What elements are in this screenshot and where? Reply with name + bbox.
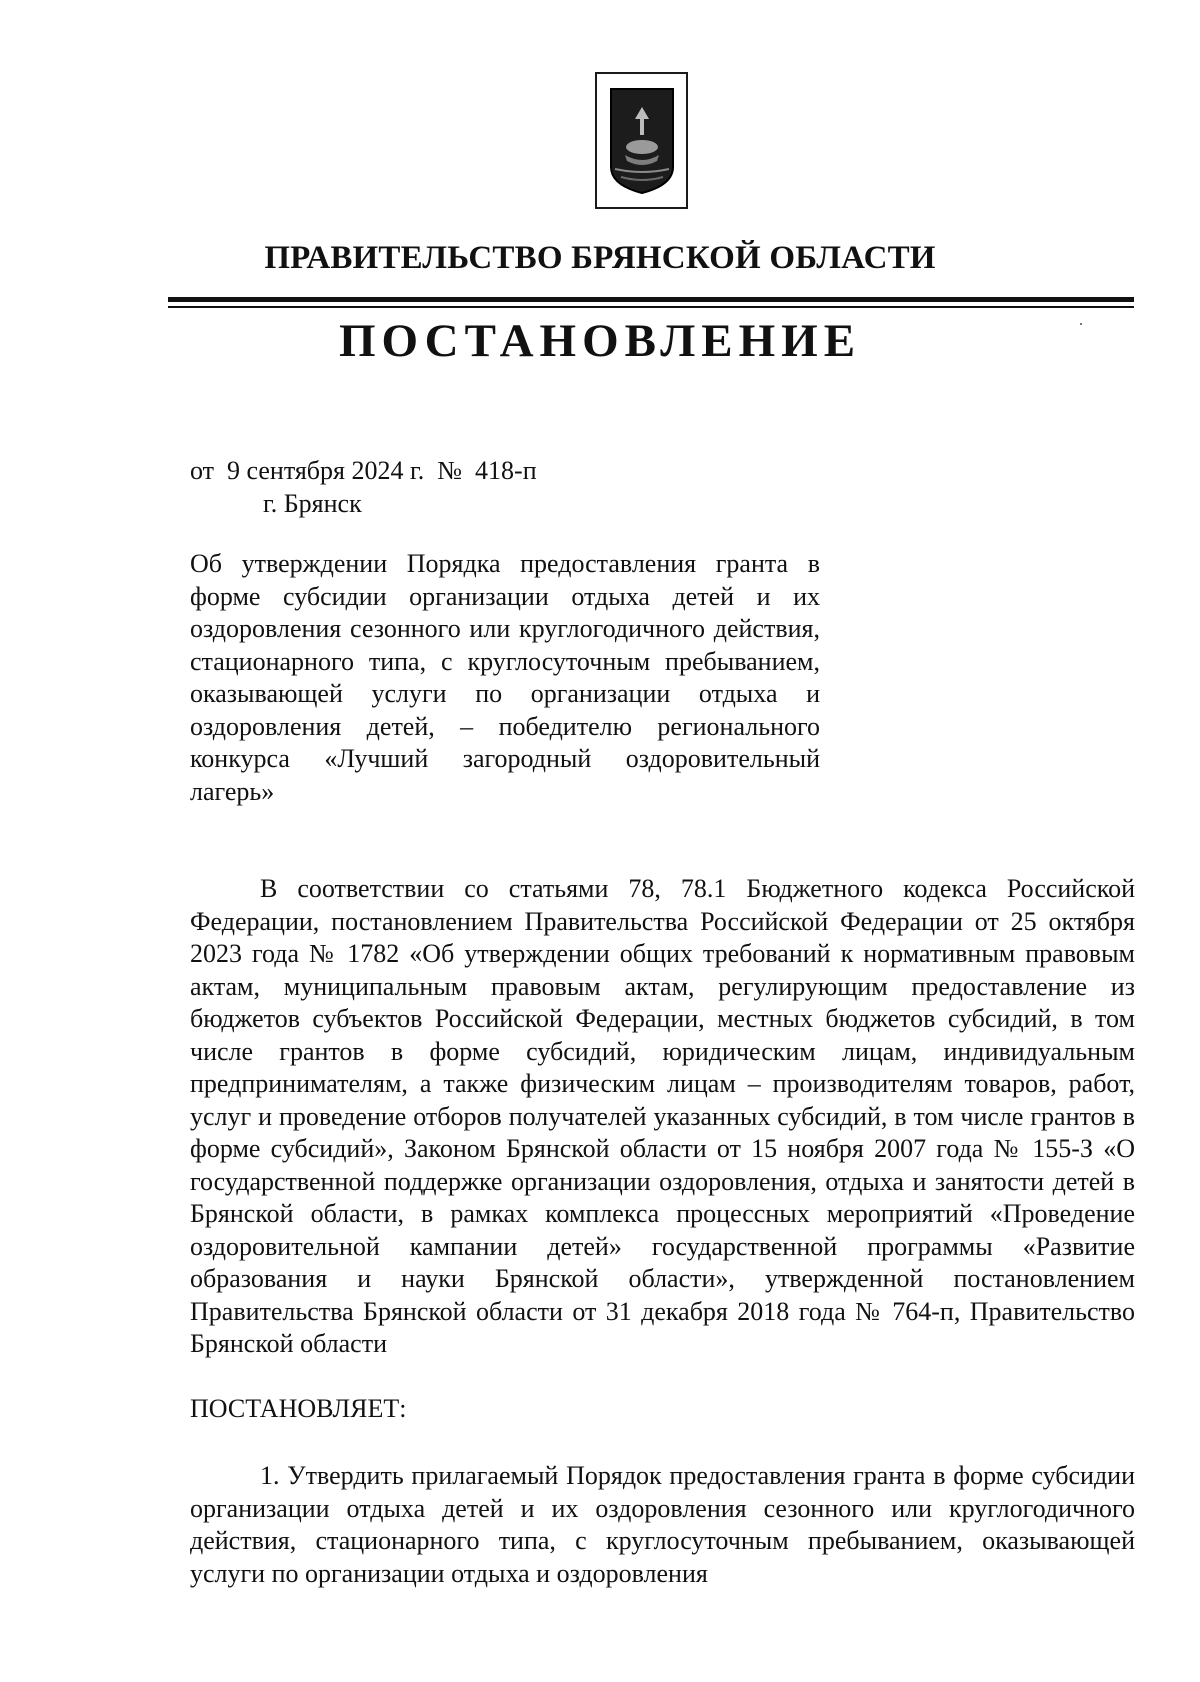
header-rule-thin bbox=[168, 306, 1134, 308]
coat-of-arms-emblem bbox=[595, 72, 688, 209]
document-type-title: ПОСТАНОВЛЕНИЕ bbox=[338, 315, 862, 367]
organization-title: ПРАВИТЕЛЬСТВО БРЯНСКОЙ ОБЛАСТИ bbox=[264, 240, 936, 276]
decree-word: ПОСТАНОВЛЯЕТ: bbox=[190, 1394, 407, 1423]
shield-icon bbox=[607, 85, 677, 197]
date-and-number: от 9 сентября 2024 г. № 418-п bbox=[190, 456, 537, 485]
scan-artifact bbox=[1080, 323, 1082, 325]
preamble-paragraph: В соответствии со статьями 78, 78.1 Бюджетного кодекса Российской Федерации, постановлением Правительства Российской Федерации от 25 октября 2023 года № 1782 «Об утверждении общих требований к нормативным правовым актам, муниципальным правовым актам, регулирующим предоставление из бюджетов субъектов Российской Федерации, местных бюджетов субсидий, в том числе грантов в форме субсидий, юридическим лицам, индивидуальным предпринимателям, а также физическим лицам – производителям товаров, работ, услуг и проведение отборов получателей указанных субсидий, в том числе грантов в форме субсидий», Законом Брянской области от 15 ноября 2007 года № 155-З «О государственной поддержке организации оздоровления, отдыха и занятости детей в Брянской области, в рамках комплекса процессных мероприятий «Проведение оздоровительной кампании детей» государственной программы «Развитие образования и науки Брянской области», утвержденной постановлением Правительства Брянской области от 31 декабря 2018 года № 764-п, Правительство Брянской области bbox=[190, 874, 1135, 1358]
city: г. Брянск bbox=[263, 489, 362, 518]
document-subject: Об утверждении Порядка предоставления гранта в форме субсидии организации отдыха детей и их оздоровления сезонного или круглогодичного действия, стационарного типа, с круглосуточным пребыванием, оказывающей услуги по организации отдыха и оздоровления детей, – победителю регионального конкурса «Лучший загородный оздоровительный лагерь» bbox=[190, 549, 820, 806]
header-rule-thick bbox=[168, 297, 1134, 302]
decree-item-1: 1. Утвердить прилагаемый Порядок предоставления гранта в форме субсидии организации отдыха детей и их оздоровления сезонного или круглогодичного действия, стационарного типа, с круглосуточным пребыванием, оказывающей услуги по организации отдыха и оздоровления bbox=[190, 1461, 1135, 1588]
